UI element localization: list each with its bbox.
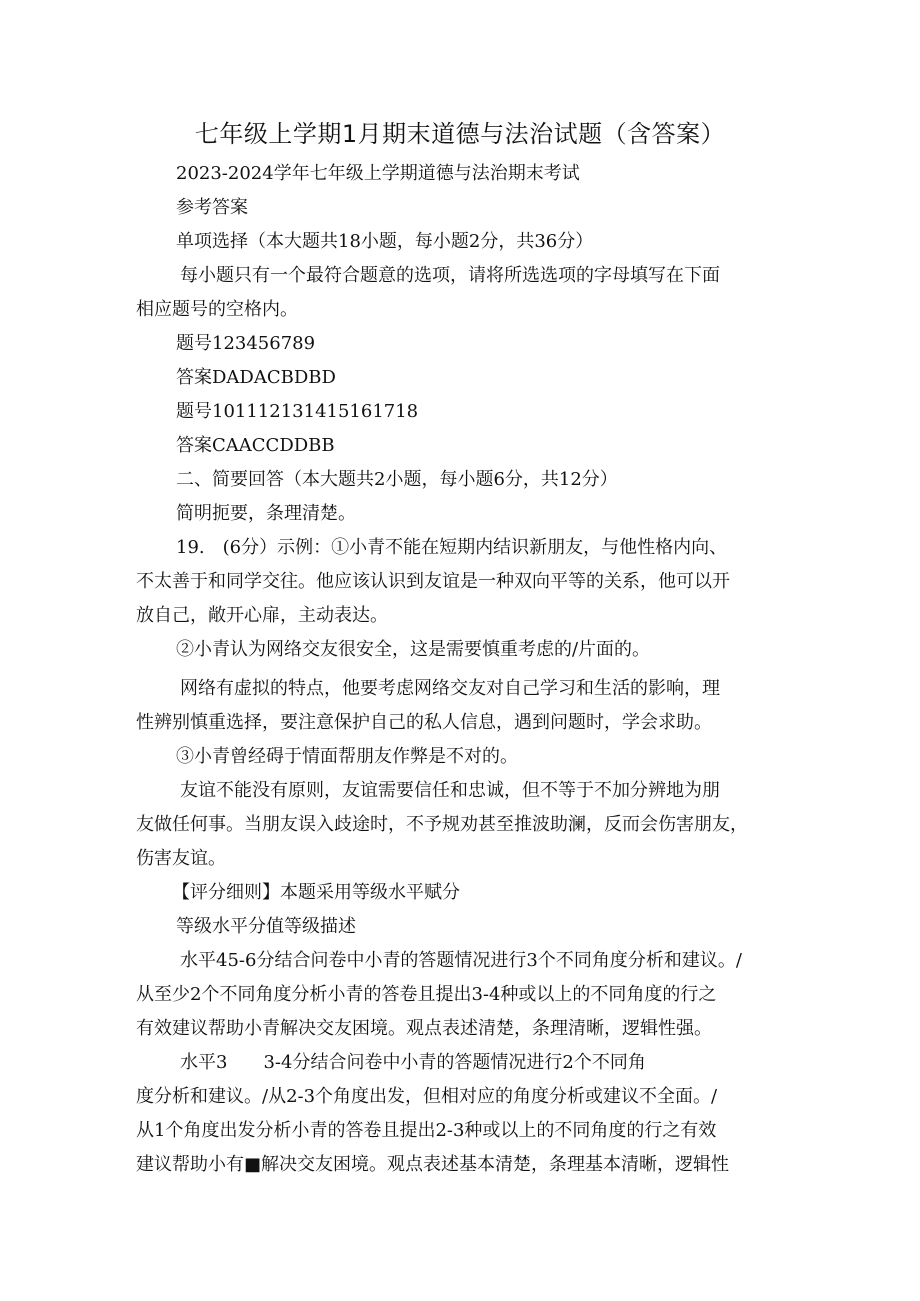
paragraph-line: 建议帮助小有■解决交友困境。观点表述基本清楚，条理基本清晰，逻辑性 (136, 1154, 730, 1175)
paragraph-line: 放自己，敞开心扉，主动表达。 (136, 605, 388, 626)
paragraph-line: 水平45-6分结合问卷中小青的答题情况进行3个不同角度分析和建议。/ (180, 950, 742, 971)
paragraph-line: ②小青认为网络交友很安全，这是需要慎重考虑的/片面的。 (176, 639, 651, 660)
answer-heading: 参考答案 (176, 197, 248, 218)
paragraph-line: 伤害友谊。 (136, 848, 226, 869)
section-two-heading: 二、简要回答（本大题共2小题，每小题6分，共12分） (176, 469, 618, 490)
paragraph-line: 从1个角度出发分析小青的答卷且提出2-3种或以上的不同角度的行之有效 (136, 1120, 717, 1141)
exam-name: 2023-2024学年七年级上学期道德与法治期末考试 (176, 163, 580, 184)
paragraph-line: 度分析和建议。/从2-3个角度出发，但相对应的角度分析或建议不全面。/ (136, 1086, 718, 1107)
answers-row: 答案DADACBDBD (176, 367, 336, 388)
paragraph-line: ③小青曾经碍于情面帮朋友作弊是不对的。 (176, 746, 518, 767)
paragraph-line: 19. (6分）示例：①小青不能在短期内结识新朋友，与他性格内向、 (176, 537, 728, 558)
paragraph-line: 有效建议帮助小青解决交友困境。观点表述清楚，条理清晰，逻辑性强。 (136, 1018, 712, 1039)
question-numbers-row: 题号123456789 (176, 333, 316, 354)
answers-row: 答案CAACCDDBB (176, 435, 335, 456)
paragraph-line: 简明扼要，条理清楚。 (176, 503, 356, 524)
section-one-heading: 单项选择（本大题共18小题，每小题2分，共36分） (176, 231, 594, 252)
paragraph-line: 网络有虚拟的特点，他要考虑网络交友对自己学习和生活的影响，理 (180, 678, 720, 699)
paragraph-line: 每小题只有一个最符合题意的选项，请将所选选项的字母填写在下面 (180, 265, 720, 286)
paragraph-line: 友做任何事。当朋友误入歧途时，不予规劝甚至推波助澜，反而会伤害朋友， (136, 814, 748, 835)
paragraph-line: 相应题号的空格内。 (136, 299, 298, 320)
document-title: 七年级上学期1月期末道德与法治试题（含答案） (194, 120, 726, 148)
paragraph-line: 性辨别慎重选择，要注意保护自己的私人信息，遇到问题时，学会求助。 (136, 712, 712, 733)
paragraph-line: 从至少2个不同角度分析小青的答卷且提出3-4种或以上的不同角度的行之 (136, 984, 717, 1005)
paragraph-line: 不太善于和同学交往。他应该认识到友谊是一种双向平等的关系，他可以开 (136, 571, 730, 592)
question-numbers-row: 题号101112131415161718 (176, 401, 419, 422)
paragraph-line: 等级水平分值等级描述 (176, 916, 356, 937)
paragraph-line: 水平3 3-4分结合问卷中小青的答题情况进行2个不同角 (180, 1052, 646, 1073)
scoring-rules-heading: 【评分细则】本题采用等级水平赋分 (172, 882, 460, 903)
paragraph-line: 友谊不能没有原则，友谊需要信任和忠诚，但不等于不加分辨地为朋 (180, 780, 720, 801)
